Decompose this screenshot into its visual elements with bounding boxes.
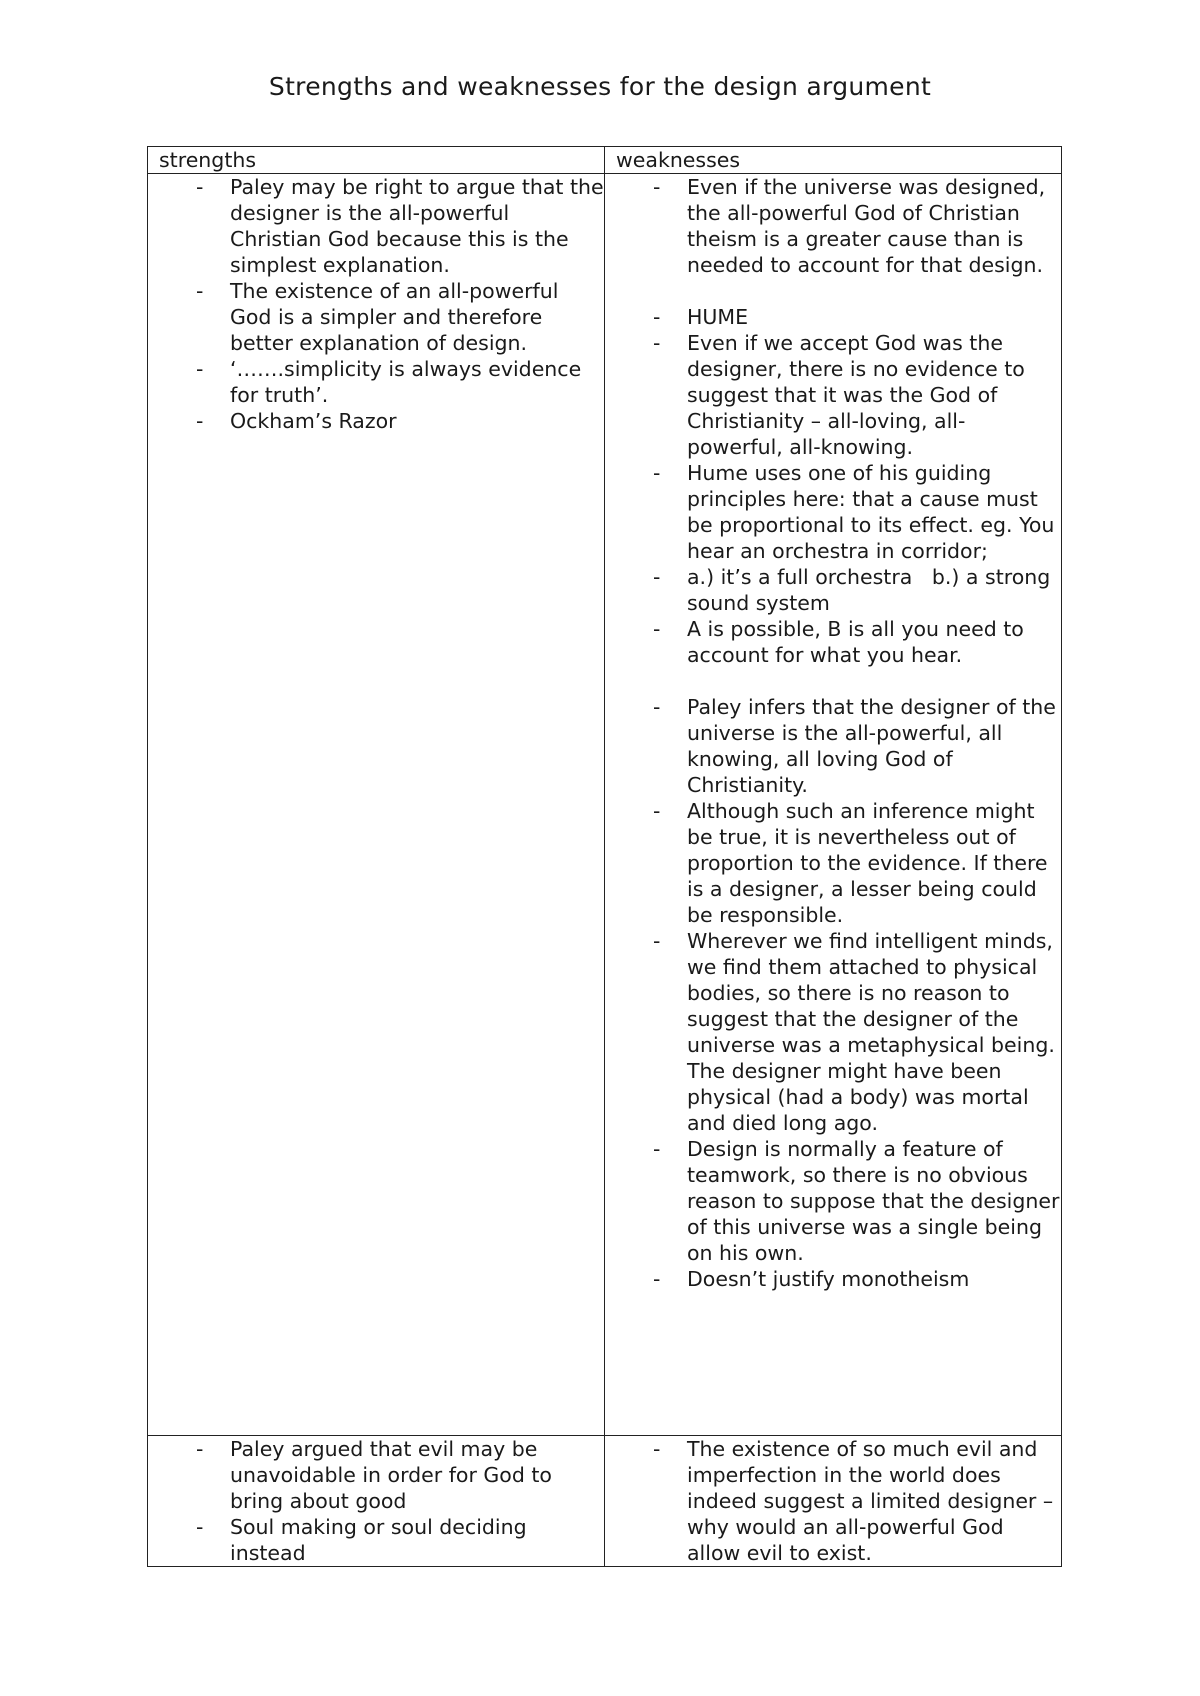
dash-bullet: - — [653, 799, 661, 823]
list-item: - a.) it’s a full orchestra b.) a strong sound system — [653, 565, 1057, 615]
dash-bullet: - — [196, 1437, 204, 1461]
dash-bullet: - — [196, 409, 204, 433]
dash-bullet: - — [653, 175, 661, 199]
page-title: Strengths and weaknesses for the design argument — [268, 72, 932, 101]
list-item: - Design is normally a feature of teamwork, so there is no obvious reason to suppose that the designer of this universe was a single being on his own. — [653, 1137, 1060, 1265]
header-strengths: strengths — [148, 147, 605, 174]
dash-bullet: - — [196, 1515, 204, 1539]
dash-bullet: - — [653, 929, 661, 953]
weaknesses-list — [605, 1436, 1061, 1566]
dash-bullet: - — [653, 305, 661, 329]
list-item: - Paley infers that the designer of the universe is the all-powerful, all knowing, all loving God of Christianity. — [653, 695, 1056, 797]
list-item: - Even if we accept God was the designer, there is no evidence to suggest that it was the God of Christianity – all-loving, all-powerful, all-knowing. — [653, 331, 1025, 459]
list-item: - The existence of so much evil and imperfection in the world does indeed suggest a limited designer – why would an all-powerful God allow evil to exist. — [653, 1437, 1054, 1565]
table-row — [148, 1436, 1062, 1567]
list-item: - Even if the universe was designed, the all-powerful God of Christian theism is a greater cause than is needed to account for that design. — [653, 175, 1046, 277]
dash-bullet: - — [653, 461, 661, 485]
dash-bullet: - — [653, 565, 661, 589]
header-weaknesses: weaknesses — [605, 147, 1062, 174]
list-item: - Ockham’s Razor — [196, 409, 397, 433]
list-item: - Paley may be right to argue that the designer is the all-powerful Christian God because this is the simplest explanation. — [196, 175, 604, 277]
dash-bullet: - — [653, 1137, 661, 1161]
list-item: - HUME — [653, 305, 749, 329]
comparison-table — [147, 146, 1062, 1567]
weaknesses-cell — [605, 1436, 1062, 1567]
weaknesses-list — [605, 174, 1061, 1292]
list-item: - Although such an inference might be true, it is nevertheless out of proportion to the evidence. If there is a designer, a lesser being could be responsible. — [653, 799, 1048, 927]
table-row — [148, 174, 1062, 1436]
weaknesses-cell — [605, 174, 1062, 1436]
dash-bullet: - — [653, 331, 661, 355]
list-item: - Hume uses one of his guiding principles here: that a cause must be proportional to its effect. eg. You hear an orchestra in corridor; — [653, 461, 1055, 563]
list-item: - ‘…….simplicity is always evidence for truth’. — [196, 357, 582, 407]
table-header-row — [148, 147, 1062, 174]
list-item: - The existence of an all-powerful God is a simpler and therefore better explanation of design. — [196, 279, 559, 355]
list-item: - A is possible, B is all you need to account for what you hear. — [653, 617, 1024, 667]
dash-bullet: - — [653, 617, 661, 641]
strengths-list — [148, 1436, 604, 1566]
list-item: - Paley argued that evil may be unavoidable in order for God to bring about good — [196, 1437, 552, 1513]
dash-bullet: - — [196, 175, 204, 199]
list-item: - Wherever we find intelligent minds, we find them attached to physical bodies, so there is no reason to suggest that the designer of the universe was a metaphysical being. The designer might have been physical (had a body) was mortal and died long ago. — [653, 929, 1055, 1135]
strengths-cell — [148, 1436, 605, 1567]
strengths-cell — [148, 174, 605, 1436]
strengths-list — [148, 174, 604, 434]
dash-bullet: - — [196, 357, 204, 381]
dash-bullet: - — [196, 279, 204, 303]
list-item: - Soul making or soul deciding instead — [196, 1515, 527, 1565]
dash-bullet: - — [653, 1267, 661, 1291]
dash-bullet: - — [653, 1437, 661, 1461]
list-item: - Doesn’t justify monotheism — [653, 1267, 970, 1291]
dash-bullet: - — [653, 695, 661, 719]
